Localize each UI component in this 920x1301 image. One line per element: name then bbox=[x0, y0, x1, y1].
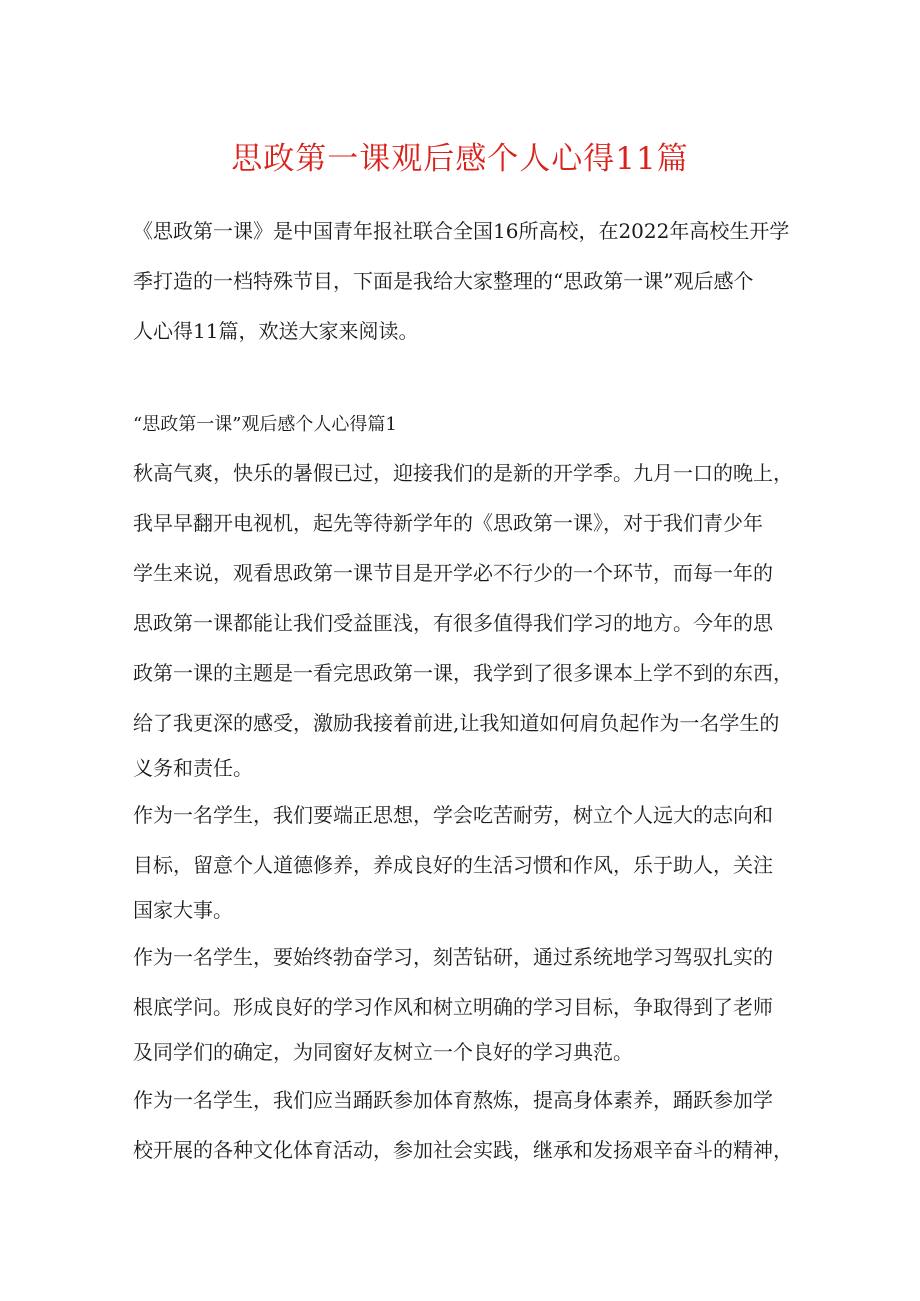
body-line: 学生来说，观看思政第一课节目是开学必不行少的一个环节，而每一年的 bbox=[133, 561, 773, 585]
body-line: 国家大事。 bbox=[133, 898, 233, 922]
intro-line: 人心得11篇，欢送大家来阅读。 bbox=[133, 319, 419, 343]
body-line: 作为一名学生，要始终勃奋学习，刻苦钻研，通过系统地学习驾驭扎实的 bbox=[133, 945, 773, 969]
intro-line: 《思政第一课》是中国青年报社联合全国16所高校，在2022年高校生开学 bbox=[133, 219, 790, 243]
body-line: 秋高气爽，快乐的暑假已过，迎接我们的是新的开学季。九月一口的晚上， bbox=[133, 461, 793, 485]
document-title: 思政第一课观后感个人心得11篇 bbox=[231, 141, 689, 177]
body-line: 校开展的各种文化体育活动，参加社会实践，继承和发扬艰辛奋斗的精神， bbox=[133, 1138, 793, 1162]
body-line: 给了我更深的感受，激励我接着前进,让我知道如何肩负起作为一名学生的 bbox=[133, 711, 780, 735]
body-line: 作为一名学生，我们应当踊跃参加体育熬炼，提高身体素养，踊跃参加学 bbox=[133, 1088, 773, 1112]
intro-line: 季打造的一档特殊节目，下面是我给大家整理的“思政第一课”观后感个 bbox=[133, 269, 754, 293]
body-line: 思政第一课都能让我们受益匪浅，有很多值得我们学习的地方。今年的思 bbox=[133, 611, 773, 635]
body-line: 作为一名学生，我们要端正思想，学会吃苦耐劳，树立个人远大的志向和 bbox=[133, 803, 773, 827]
body-line: 义务和责任。 bbox=[133, 756, 253, 780]
body-line: 政第一课的主题是一看完思政第一课，我学到了很多课本上学不到的东西， bbox=[133, 661, 793, 685]
section-heading: “思政第一课”观后感个人心得篇1 bbox=[133, 414, 397, 435]
body-line: 目标，留意个人道德修养，养成良好的生活习惯和作风，乐于助人，关注 bbox=[133, 853, 773, 877]
body-line: 根底学问。形成良好的学习作风和树立明确的学习目标，争取得到了老师 bbox=[133, 995, 773, 1019]
body-line: 我早早翻开电视机，起先等待新学年的《思政第一课》，对于我们青少年 bbox=[133, 511, 763, 535]
body-line: 及同学们的确定，为同窗好友树立一个良好的学习典范。 bbox=[133, 1040, 633, 1064]
